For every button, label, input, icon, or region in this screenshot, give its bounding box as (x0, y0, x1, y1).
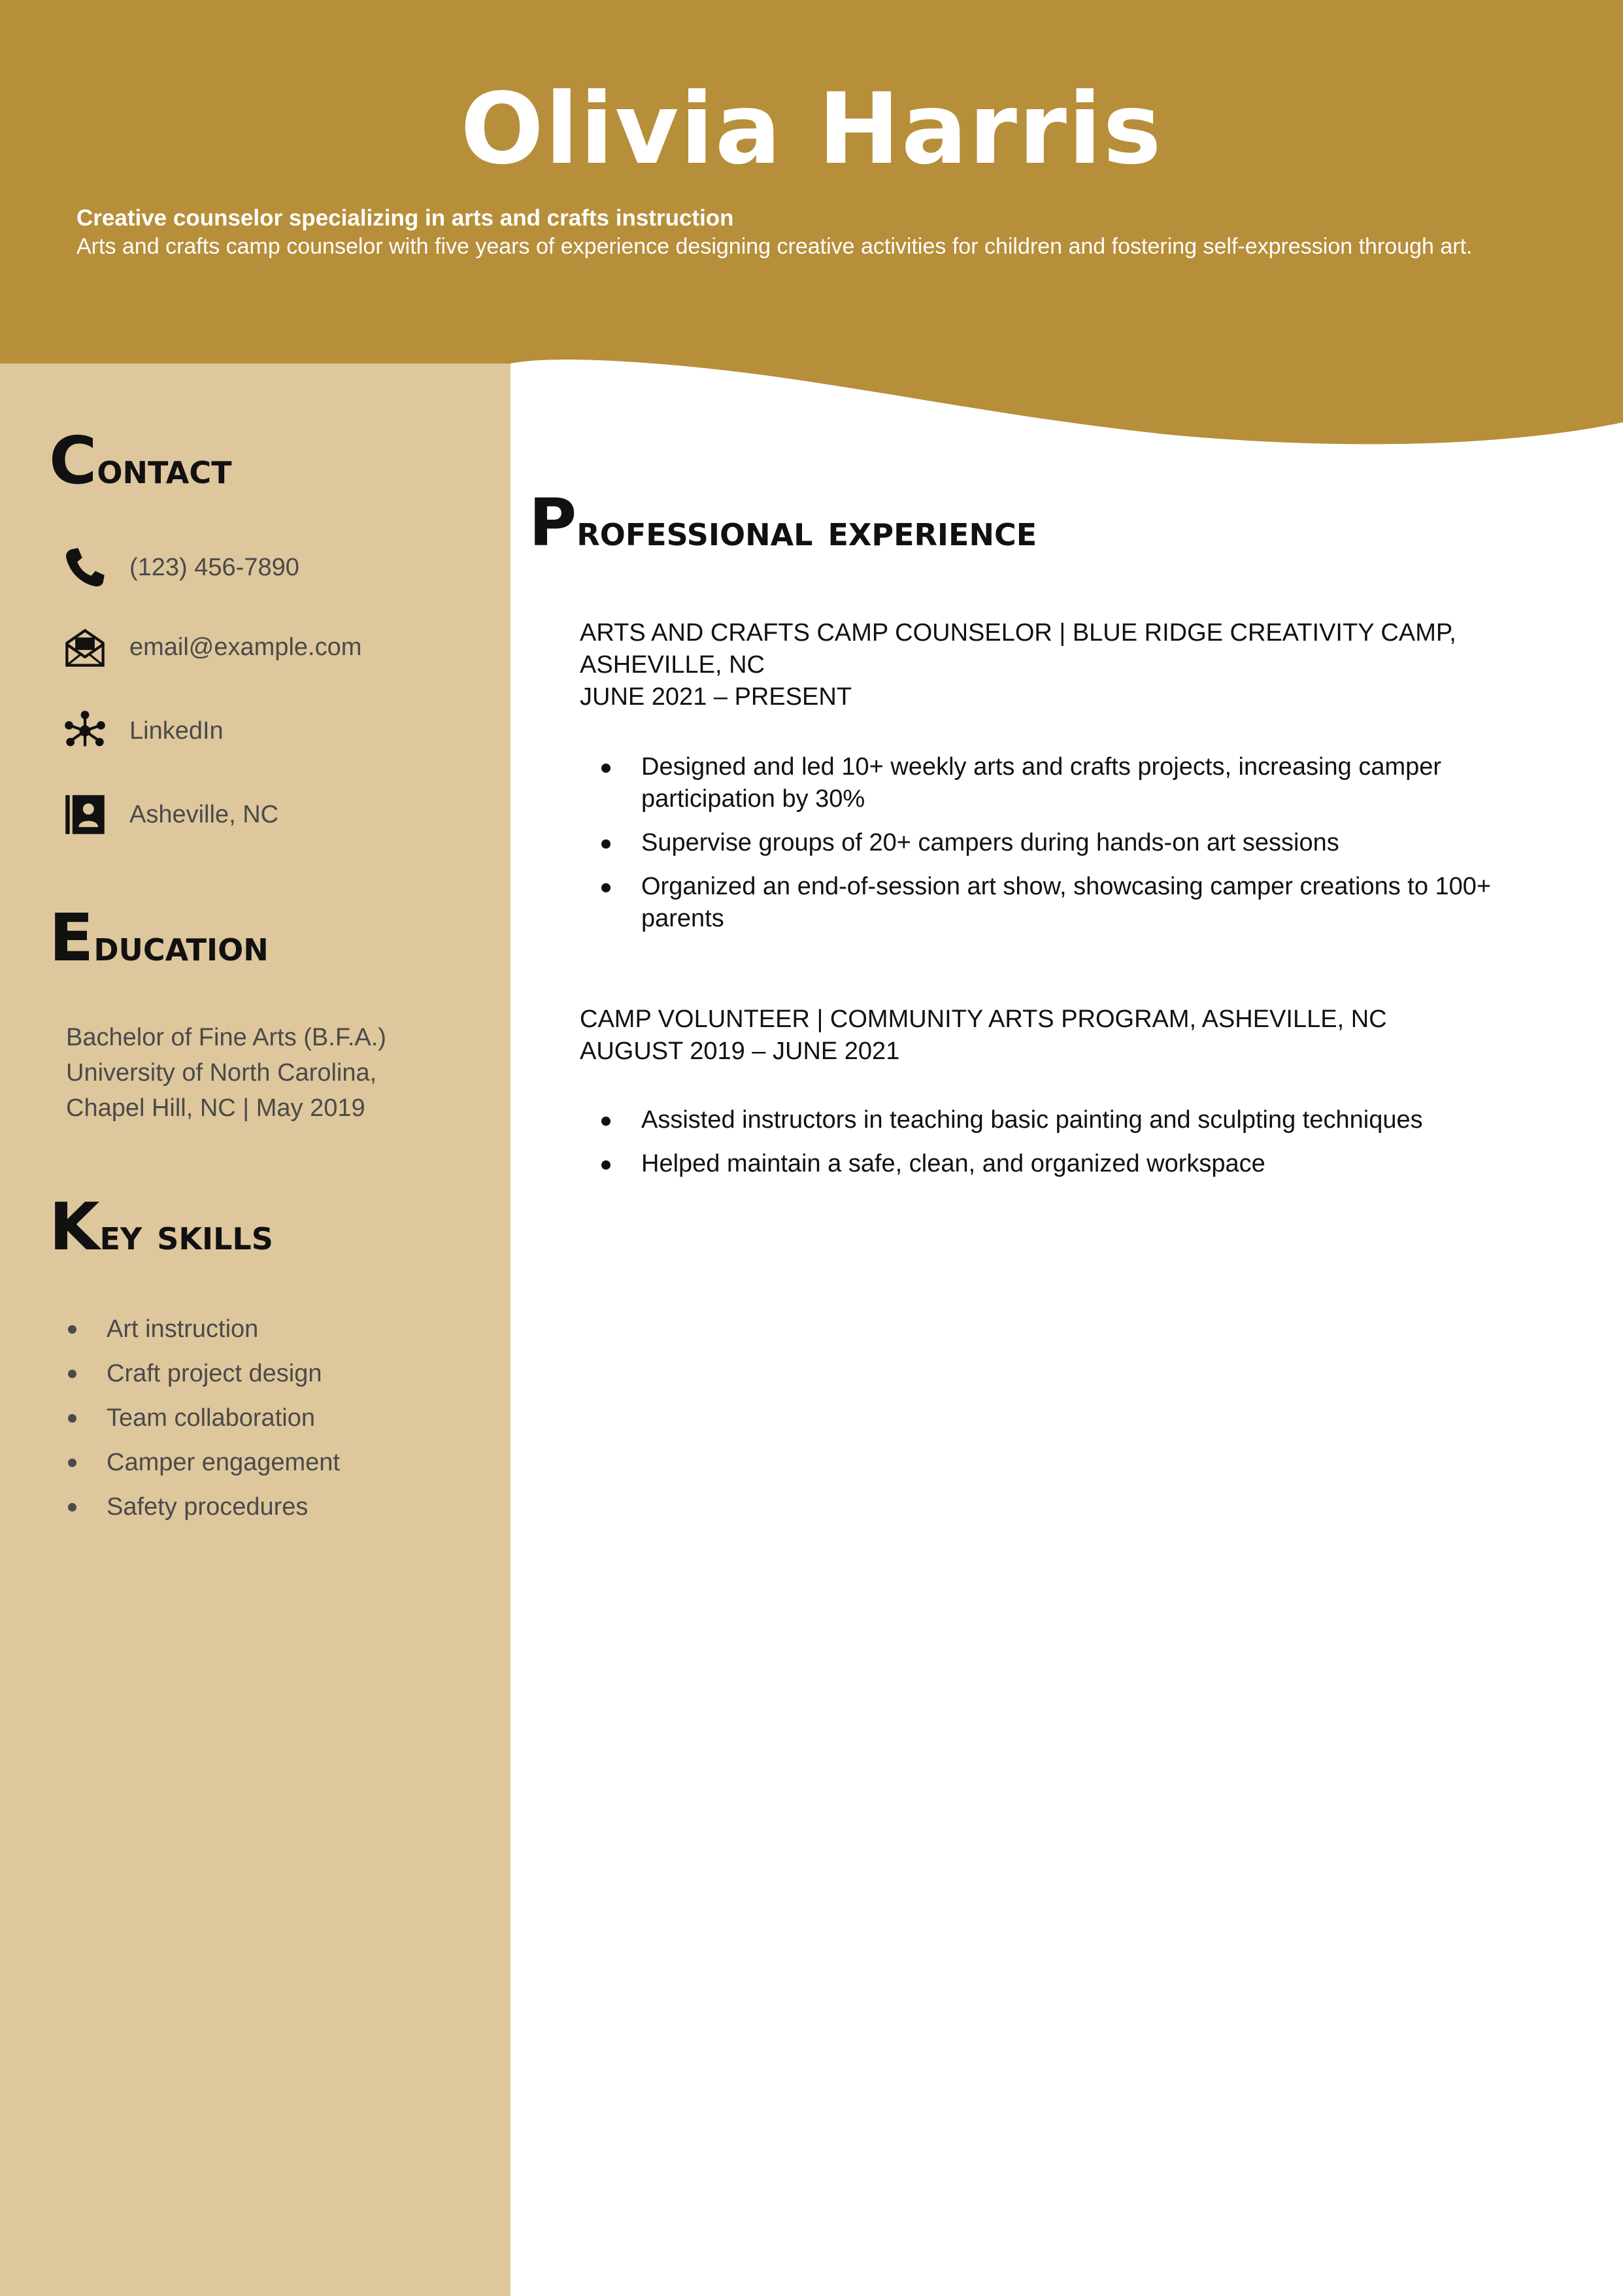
contact-email[interactable] (63, 621, 481, 673)
skill-item: Team collaboration (65, 1396, 484, 1440)
job-entry (580, 1004, 1573, 1177)
degree: Bachelor of Fine Arts (B.F.A.) (66, 1024, 386, 1051)
education-heading: Education (49, 900, 269, 976)
job-bullet: Supervise groups of 20+ campers during hands-on art sessions (580, 827, 1573, 859)
job-bullet: Assisted instructors in teaching basic painting and sculpting techniques (580, 1104, 1573, 1136)
linkedin-link: LinkedIn (129, 717, 224, 745)
job-title: CAMP VOLUNTEER | COMMUNITY ARTS PROGRAM, ASHEVILLE, NC (580, 1005, 1387, 1033)
candidate-name: Olivia Harris (460, 73, 1163, 186)
skills-heading: Key skills (49, 1189, 273, 1265)
job-bullet: Organized an end-of-session art show, showcasing camper creations to 100+ parents (580, 871, 1573, 935)
skill-item: Craft project design (65, 1351, 484, 1396)
email-address: email@example.com (129, 633, 362, 661)
school-location-date: Chapel Hill, NC | May 2019 (66, 1094, 365, 1122)
location: Asheville, NC (129, 801, 279, 828)
job-dates: JUNE 2021 – PRESENT (580, 683, 852, 711)
job-bullet: Helped maintain a safe, clean, and organized workspace (580, 1148, 1573, 1180)
skill-item: Safety procedures (65, 1485, 484, 1529)
job-bullets (580, 751, 1573, 947)
network-icon (63, 709, 107, 753)
job-bullets (580, 1104, 1573, 1192)
education-entry (66, 1020, 484, 1126)
job-title: ARTS AND CRAFTS CAMP COUNSELOR | BLUE RIDGE CREATIVITY CAMP, ASHEVILLE, NC (580, 619, 1456, 679)
tagline: Creative counselor specializing in arts and crafts instruction (76, 205, 734, 231)
school: University of North Carolina, (66, 1059, 377, 1087)
skills-list (65, 1307, 484, 1529)
phone-icon (63, 545, 107, 590)
contact-location[interactable] (63, 788, 481, 841)
envelope-icon (63, 625, 107, 669)
contact-linkedin[interactable] (63, 705, 481, 757)
experience-heading: Professional experience (529, 484, 1037, 561)
summary: Arts and crafts camp counselor with five years of experience designing creative activities for children and fostering self-expression through art. (76, 234, 1473, 259)
contact-heading: Contact (49, 422, 232, 499)
address-card-icon (63, 792, 107, 837)
skill-item: Camper engagement (65, 1440, 484, 1485)
phone-number: (123) 456-7890 (129, 554, 299, 581)
job-bullet: Designed and led 10+ weekly arts and crafts projects, increasing camper participation by 30% (580, 751, 1573, 815)
job-dates: AUGUST 2019 – JUNE 2021 (580, 1038, 900, 1065)
skill-item: Art instruction (65, 1307, 484, 1351)
contact-phone[interactable] (63, 541, 481, 594)
job-entry (580, 617, 1573, 932)
